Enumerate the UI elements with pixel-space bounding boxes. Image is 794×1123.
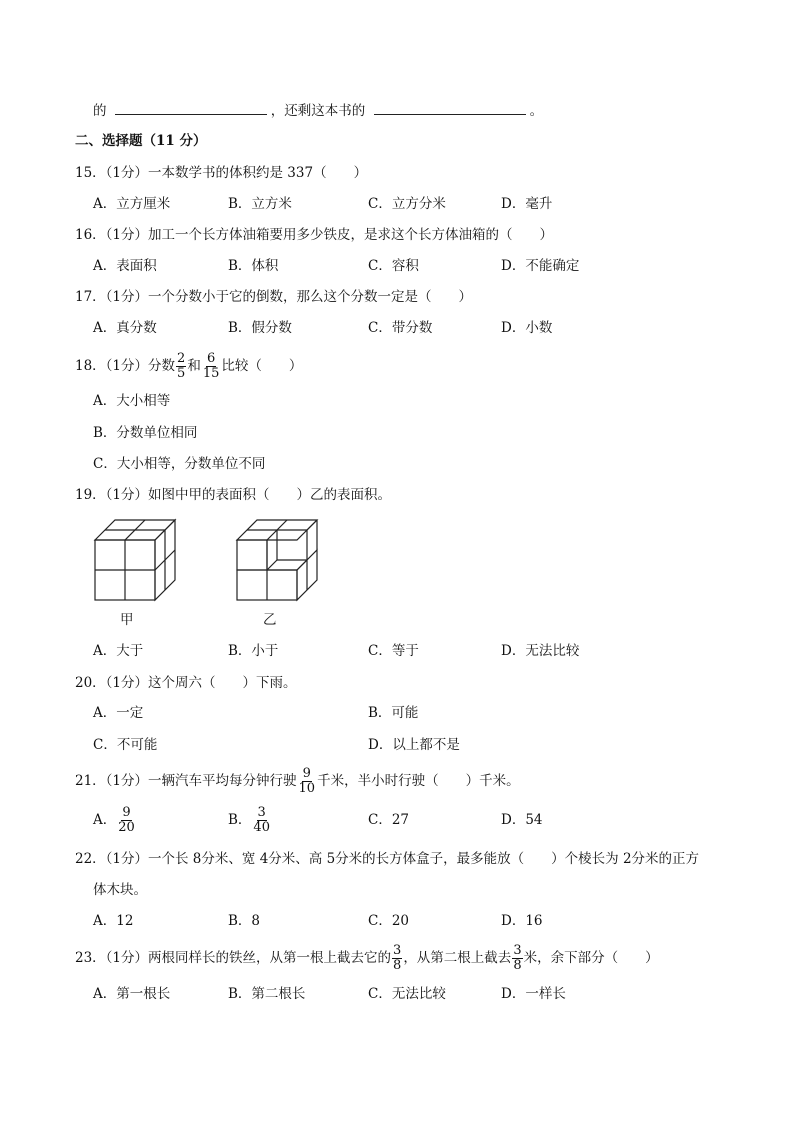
q18-option-a[interactable]: A．大小相等 bbox=[93, 393, 171, 409]
q21-option-a[interactable] bbox=[93, 805, 137, 835]
q21-option-b[interactable] bbox=[228, 805, 272, 835]
q17-option-a[interactable]: A．真分数 bbox=[93, 320, 157, 336]
q18-f2-numerator: 6 bbox=[206, 351, 216, 366]
q20-option-a[interactable]: A．一定 bbox=[93, 705, 144, 721]
q21-option-d[interactable]: D．54 bbox=[501, 812, 543, 828]
top-middle: ，还剩这本书的 bbox=[270, 103, 366, 119]
q23-stem-post: 米，余下部分（ ） bbox=[523, 950, 659, 966]
q18-stem-post: 比较（ ） bbox=[221, 358, 303, 374]
q21-b-numerator: 3 bbox=[257, 805, 266, 820]
q22-stem-line2: 体木块。 bbox=[93, 882, 147, 898]
q21-stem-pre: 21．（1分）一辆汽车平均每分钟行驶 bbox=[75, 773, 297, 789]
q21-a-numerator: 9 bbox=[122, 805, 131, 820]
q23-f1-numerator: 3 bbox=[393, 943, 402, 958]
cube-figure-jia bbox=[90, 515, 190, 605]
q23-f2-numerator: 3 bbox=[513, 943, 522, 958]
q18-f2-denominator: 15 bbox=[202, 366, 220, 381]
q22-option-b[interactable]: B．8 bbox=[228, 913, 261, 929]
q21-option-b-fraction bbox=[252, 806, 271, 835]
label-jia: 甲 bbox=[120, 612, 134, 628]
cube-figure-yi bbox=[232, 515, 332, 605]
q23-option-a[interactable]: A．第一根长 bbox=[93, 986, 171, 1002]
q22-option-a[interactable]: A．12 bbox=[93, 913, 134, 929]
q19-option-b[interactable]: B．小于 bbox=[228, 643, 279, 659]
q18-option-c[interactable]: C．大小相等，分数单位不同 bbox=[93, 456, 266, 472]
q21-numerator: 9 bbox=[302, 766, 311, 781]
q15-option-d[interactable]: D．毫升 bbox=[501, 196, 553, 212]
q20-option-c[interactable]: C．不可能 bbox=[93, 737, 158, 753]
q19-option-d[interactable]: D．无法比较 bbox=[501, 643, 580, 659]
q23-stem-pre: 23．（1分）两根同样长的铁丝，从第一根上截去它的 bbox=[75, 950, 392, 966]
q19-stem: 19．（1分）如图中甲的表面积（ ）乙的表面积。 bbox=[75, 487, 392, 503]
q17-option-c[interactable]: C．带分数 bbox=[368, 320, 433, 336]
q20-option-b[interactable]: B．可能 bbox=[368, 705, 419, 721]
q22-stem-line1: 22．（1分）一个长 8分米、宽 4分米、高 5分米的长方体盒子，最多能放（ ）个棱长为 2分米的正方 bbox=[75, 851, 700, 867]
q23-option-b[interactable]: B．第二根长 bbox=[228, 986, 306, 1002]
q15-stem: 15．（1分）一本数学书的体积约是 337（ ） bbox=[75, 165, 368, 181]
q16-option-c[interactable]: C．容积 bbox=[368, 258, 419, 274]
q23-f2-denominator: 8 bbox=[513, 958, 522, 973]
q18-option-b[interactable]: B．分数单位相同 bbox=[93, 425, 198, 441]
q16-stem: 16．（1分）加工一个长方体油箱要用多少铁皮，是求这个长方体油箱的（ ） bbox=[75, 227, 554, 243]
q23-f1-denominator: 8 bbox=[393, 958, 402, 973]
q21-option-b-prefix: B． bbox=[228, 812, 252, 828]
q15-option-b[interactable]: B．立方米 bbox=[228, 196, 292, 212]
q21-b-denominator: 40 bbox=[253, 820, 270, 835]
q18-f1-denominator: 5 bbox=[177, 366, 186, 381]
q16-option-a[interactable]: A．表面积 bbox=[93, 258, 157, 274]
q23-mid: ，从第二根上截去 bbox=[403, 950, 512, 966]
q23-option-d[interactable]: D．一样长 bbox=[501, 986, 566, 1002]
answer-blank-2[interactable] bbox=[374, 100, 526, 115]
q18-and: 和 bbox=[187, 358, 201, 374]
q15-option-a[interactable]: A．立方厘米 bbox=[93, 196, 171, 212]
top-suffix: 。 bbox=[529, 103, 544, 119]
q21-fraction bbox=[298, 767, 317, 796]
q18-fraction-2 bbox=[202, 352, 221, 381]
q15-option-c[interactable]: C．立方分米 bbox=[368, 196, 446, 212]
q19-option-a[interactable]: A．大于 bbox=[93, 643, 144, 659]
q21-denominator: 10 bbox=[298, 781, 316, 796]
q20-option-d[interactable]: D．以上都不是 bbox=[368, 737, 460, 753]
top-fill-line bbox=[93, 100, 543, 121]
q21-option-a-prefix: A． bbox=[93, 812, 117, 828]
q22-option-d[interactable]: D．16 bbox=[501, 913, 543, 929]
q21-stem-post: 千米，半小时行驶（ ）千米。 bbox=[317, 773, 520, 789]
q18-f1-numerator: 2 bbox=[177, 351, 186, 366]
q19-option-c[interactable]: C．等于 bbox=[368, 643, 419, 659]
q23-option-c[interactable]: C．无法比较 bbox=[368, 986, 446, 1002]
q18-stem-pre: 18．（1分）分数 bbox=[75, 358, 176, 374]
top-prefix: 的 bbox=[93, 103, 107, 119]
q23-stem bbox=[75, 943, 659, 973]
answer-blank-1[interactable] bbox=[115, 100, 267, 115]
q16-option-b[interactable]: B．体积 bbox=[228, 258, 279, 274]
q21-option-a-fraction bbox=[117, 806, 136, 835]
q18-stem bbox=[75, 351, 302, 381]
q17-option-d[interactable]: D．小数 bbox=[501, 320, 553, 336]
q21-a-denominator: 20 bbox=[118, 820, 135, 835]
q16-option-d[interactable]: D．不能确定 bbox=[501, 258, 580, 274]
q21-option-c[interactable]: C．27 bbox=[368, 812, 410, 828]
q21-stem bbox=[75, 766, 520, 796]
section-title: 二、选择题（11 分） bbox=[75, 133, 207, 149]
q17-option-b[interactable]: B．假分数 bbox=[228, 320, 292, 336]
label-yi: 乙 bbox=[263, 612, 277, 628]
q20-stem: 20．（1分）这个周六（ ）下雨。 bbox=[75, 675, 297, 691]
q18-fraction-1 bbox=[176, 352, 186, 381]
q22-option-c[interactable]: C．20 bbox=[368, 913, 410, 929]
q17-stem: 17．（1分）一个分数小于它的倒数，那么这个分数一定是（ ） bbox=[75, 289, 473, 305]
q23-fraction-1 bbox=[392, 944, 402, 973]
q23-fraction-2 bbox=[512, 944, 522, 973]
